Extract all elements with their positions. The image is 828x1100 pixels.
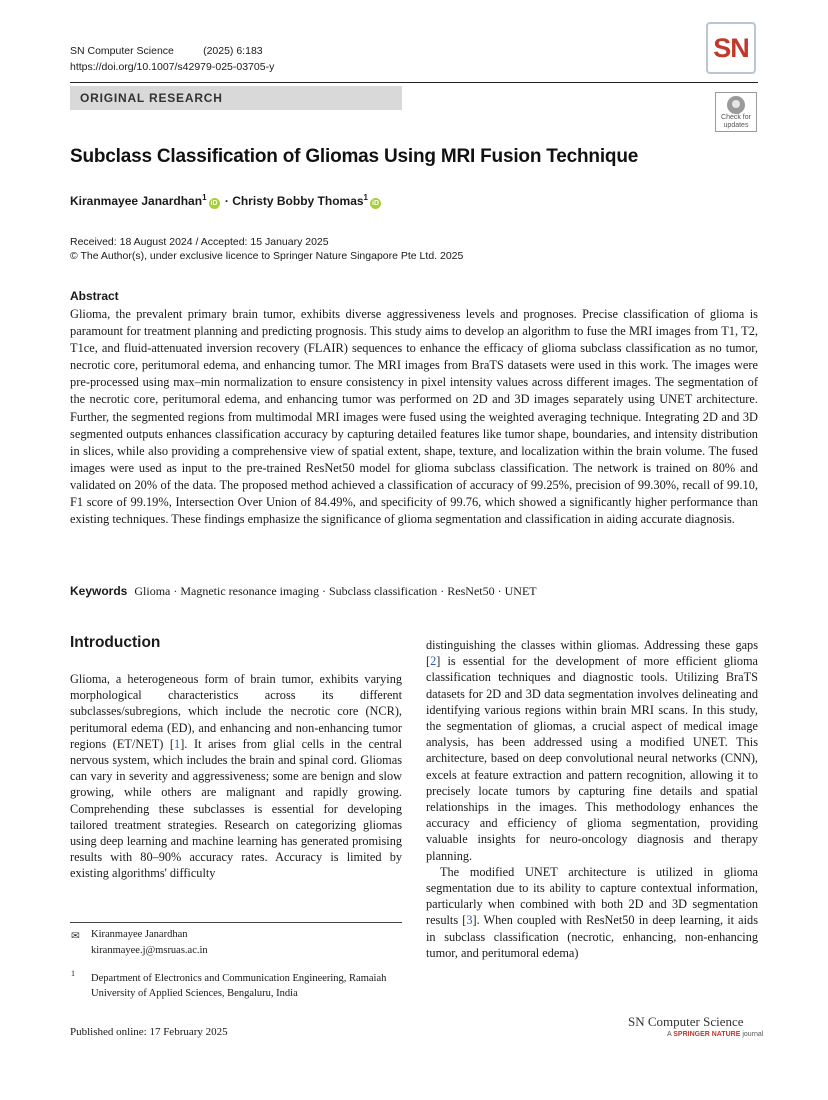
citation-link[interactable]: 3 — [466, 913, 473, 928]
footer-journal-name: SN Computer Science — [628, 1014, 744, 1029]
check-updates-line2: updates — [723, 121, 749, 129]
envelope-icon: ✉ — [71, 930, 80, 942]
keyword: UNET — [504, 584, 537, 598]
article-type-banner: ORIGINAL RESEARCH — [70, 86, 402, 110]
abstract-text: Glioma, the prevalent primary brain tumor, exhibits diverse aggressiveness levels and prognoses. Precise classification of glioma is paramount for treatment planning and predicting prognosis. This study aims to develop an algorithm to fuse the MRI images from T1, T2, T1ce, and fluid-attenuated inversion recovery (FLAIR) sequences to enhance the efficacy of glioma subclass classification as no tumor, necrotic core, peritumoral edema, and enhancing tumor. The MRI images from BraTS datasets were used in this work. The images were pre-processed using max–min normalization to ensure consistency in pixel intensity values across different images. The segmentation of the necrotic core, peritumoral edema, and enhancing tumor was performed on 2D and 3D images separately using UNET architecture. Further, the segmented regions from multimodal MRI images were fused using the weighted averaging technique. Integrating 2D and 3D segmented outputs enhances classification accuracy by capturing detailed features like tumor shape, boundaries, and intensity distribution in slices, while also providing a comprehensive view of spatial extent, shape, texture, and localization within the brain volume. The fused images were used as input to the pre-trained ResNet50 model for glioma subclass classification. The network is trained on 80% and validated on 20% of the data. The proposed method achieved a classification of accuracy of 99.25%, precision of 99.30%, recall of 99.10, F1 score of 99.19%, Intersection Over Union of 84.49%, and specificity of 99.76, which showed a significantly higher performance than existing techniques. These findings emphasize the significance of glioma segmentation and classification in aiding accurate diagnosis. — [70, 307, 758, 527]
author-name[interactable]: Kiranmayee Janardhan — [70, 194, 203, 208]
keyword: ResNet50 — [447, 584, 495, 598]
orcid-icon[interactable]: iD — [210, 200, 218, 207]
sn-journal-logo[interactable] — [706, 22, 756, 74]
keywords-label: Keywords — [70, 584, 128, 598]
affiliation-text: Department of Electronics and Communication Engineering, Ramaiah University of Applied Sciences, Bengaluru, India — [91, 973, 387, 999]
check-updates-line1: Check for — [721, 114, 751, 121]
intro-right-column — [426, 637, 758, 961]
header-rule — [70, 82, 758, 83]
keywords-line: Keywords Glioma · Magnetic resonance imaging · Subclass classification · ResNet50 · UNET — [70, 584, 537, 598]
author-affiliation-mark: 1 — [363, 193, 368, 202]
check-for-updates-button[interactable] — [715, 92, 757, 132]
journal-issue-line — [70, 45, 263, 57]
introduction-heading: Introduction — [70, 634, 161, 651]
author-list — [70, 193, 383, 209]
footnote-rule — [70, 922, 402, 923]
author-separator: · — [221, 194, 233, 208]
abstract-heading: Abstract — [70, 289, 119, 303]
intro-paragraph: distinguishing the classes within gliomas. Addressing these gaps [2] is essential for the development of more efficient glioma classification techniques and diagnostic tools. Utilizing BraTS datasets for 2D and 3D data segmentation involves delineating and identifying various regions within brain MRI scans. In this study, the segmentation of gliomas, a crucial aspect of medical image analysis, has been addressed using a modified UNET. This architecture, based on deep convolutional neural networks (CNN), excels at feature extraction and pattern recognition, allowing it to precisely locate tumors by capturing fine details and spatial relationships in the images. This methodology enhances the accuracy and efficiency of glioma segmentation, providing valuable insights for neuro-oncology diagnosis and therapy planning. — [426, 638, 758, 863]
affiliation-number: 1 — [71, 969, 75, 978]
logo-text: SN — [713, 32, 749, 63]
journal-name: SN Computer Science — [70, 45, 174, 57]
published-online-date: Published online: 17 February 2025 — [70, 1026, 228, 1038]
issue-number: (2025) 6:183 — [203, 45, 263, 57]
keyword: Glioma — [134, 584, 171, 598]
citation-link[interactable]: 2 — [430, 654, 437, 669]
keyword: Magnetic resonance imaging — [180, 584, 319, 598]
orcid-icon[interactable]: iD — [372, 200, 379, 207]
citation-link[interactable]: 1 — [174, 736, 181, 751]
received-accepted-dates: Received: 18 August 2024 / Accepted: 15 January 2025 — [70, 236, 329, 248]
author-affiliation-mark: 1 — [202, 193, 207, 202]
update-check-icon — [727, 96, 745, 114]
doi-link[interactable]: https://doi.org/10.1007/s42979-025-03705-y — [70, 61, 275, 73]
intro-paragraph: The modified UNET architecture is utilized in glioma segmentation due to its ability to capture contextual information, particularly when combined with both 2D and 3D segmentation results [3]. When coupled with ResNet50 in deep learning, it aids in subclass classification (necrotic, enhancing, non-enhancing tumor, and peritumoral edema) — [426, 864, 758, 960]
author-name[interactable]: Christy Bobby Thomas — [232, 194, 364, 208]
copyright-notice: © The Author(s), under exclusive licence to Springer Nature Singapore Pte Ltd. 2025 — [70, 250, 464, 262]
corresponding-author-email[interactable]: kiranmayee.j@msruas.ac.in — [91, 945, 208, 956]
keyword: Subclass classification — [328, 584, 438, 598]
springer-nature-brand: A SPRINGER NATURE journal — [667, 1031, 764, 1038]
intro-left-column: Glioma, a heterogeneous form of brain tumor, exhibits varying morphological characteristics across its different subclasses/subregions, which include the necrotic core (NCR), peritumoral edema (ED), and enhancing and non-enhancing tumor regions (ET/NET) [1]. It arises from glial cells in the central nervous system, which includes the brain and spinal cord. Gliomas can vary in severity and aggressiveness; some are benign and slow growing, while others are malignant and rapidly growing. Comprehending these subclasses is essential for developing tailored treatment strategies. Research on categorizing gliomas using deep learning and machine learning has generated promising results with 80–90% accuracy rates. Accuracy is limited by existing algorithms' difficulty — [70, 672, 402, 881]
paper-title: Subclass Classification of Gliomas Using MRI Fusion Technique — [70, 146, 639, 167]
corresponding-author-name: Kiranmayee Janardhan — [91, 929, 188, 940]
